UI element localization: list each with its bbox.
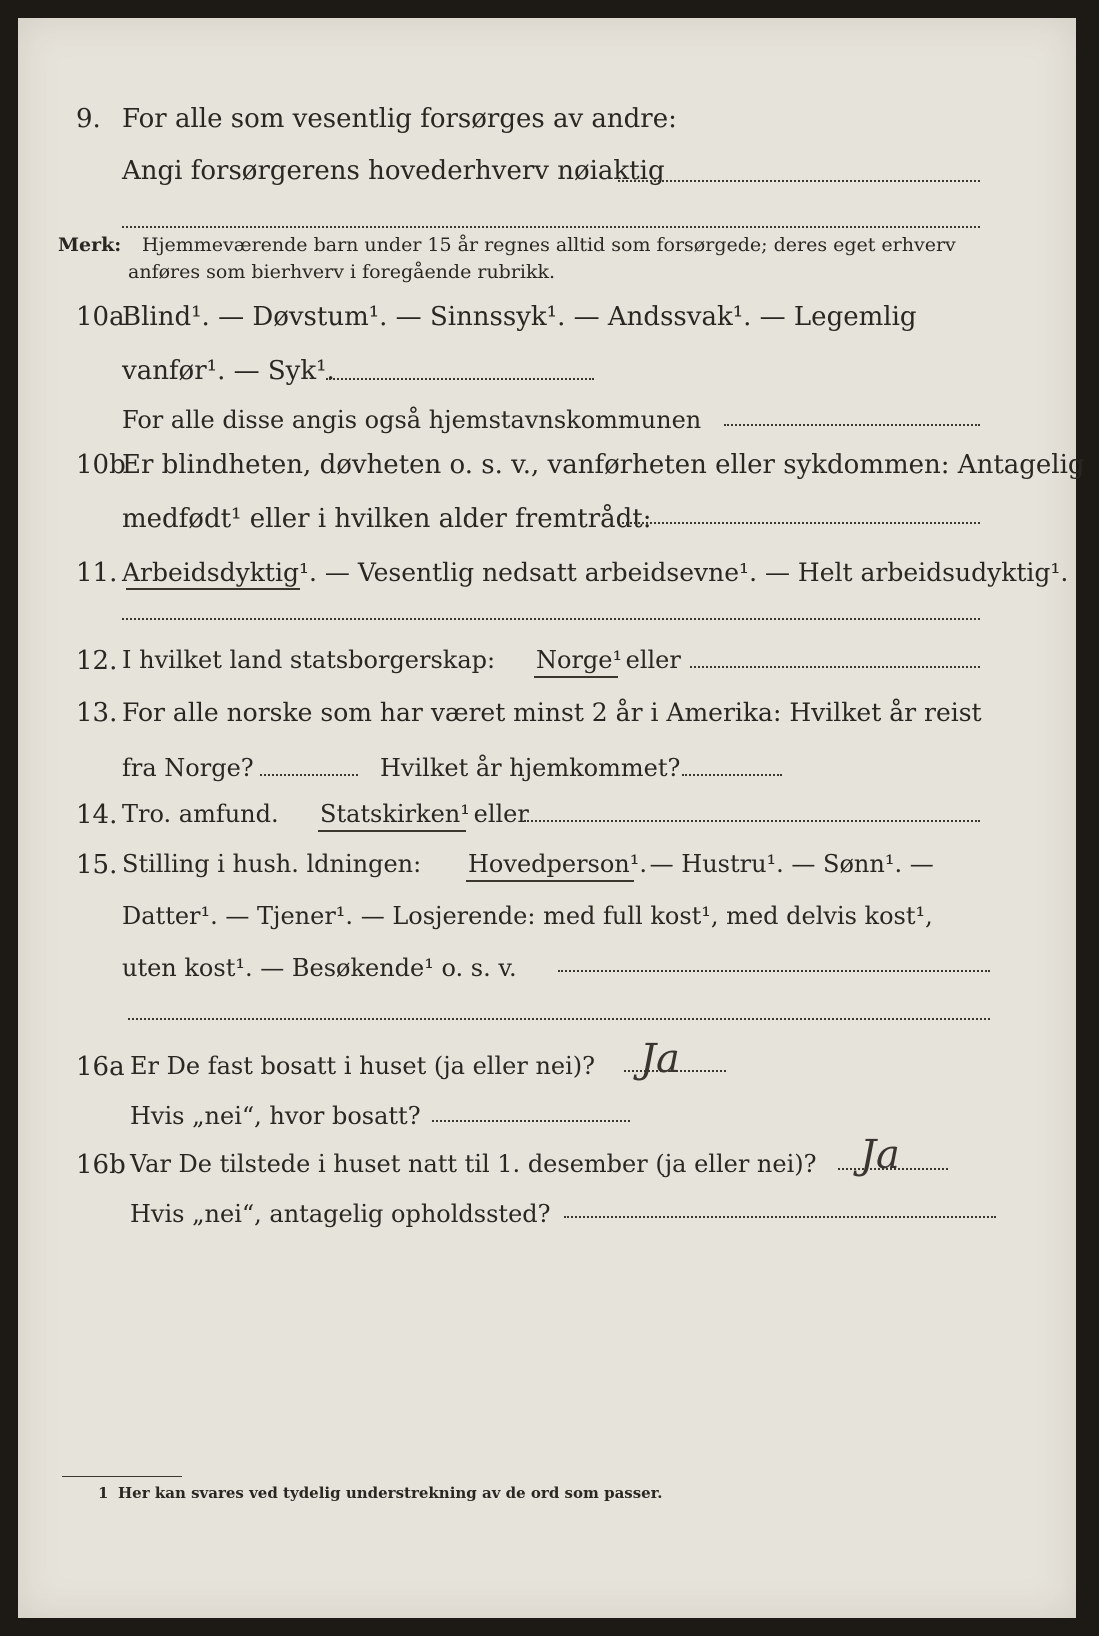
q11-line1: Arbeidsdyktig¹. — Vesentlig nedsatt arbeidsevne¹. — Helt arbeidsudyktig¹. <box>122 558 1069 587</box>
q15-line3: uten kost¹. — Besøkende¹ o. s. v. <box>122 954 517 982</box>
question-number-14: 14. <box>76 800 118 830</box>
q16a-line1: Er De fast bosatt i huset (ja eller nei)? <box>130 1052 596 1080</box>
q13-line1: For alle norske som har været minst 2 år i Amerika: Hvilket år reist <box>122 698 982 727</box>
question-number-10b: 10b <box>76 450 126 480</box>
q12-answer-line[interactable] <box>690 666 980 668</box>
question-number-11: 11. <box>76 558 118 588</box>
question-number-15: 15. <box>76 850 118 880</box>
question-number-12: 12. <box>76 646 118 676</box>
question-number-10a: 10a <box>76 302 125 332</box>
q13-line2-b: Hvilket år hjemkommet? <box>380 754 681 782</box>
q10a-line3: For alle disse angis også hjemstavnskommunen <box>122 406 702 434</box>
footnote-rule <box>62 1476 182 1477</box>
q12-line1-c: eller <box>618 646 681 674</box>
q9-line2: Angi forsørgerens hovederhverv nøiaktig <box>122 156 665 186</box>
q15-answer-line-2[interactable] <box>128 1018 990 1020</box>
q14-answer-statskirken: Statskirken¹ <box>320 800 470 828</box>
q15-answer-hovedperson: Hovedperson¹. <box>468 850 648 878</box>
q15-answer-line[interactable] <box>558 970 990 972</box>
footnote-text: Her kan svares ved tydelig understrekning av de ord som passer. <box>118 1484 663 1502</box>
q15-line2: Datter¹. — Tjener¹. — Losjerende: med full kost¹, med delvis kost¹, <box>122 902 933 930</box>
q11-underline-arbeidsdyktig <box>126 588 300 590</box>
q12-line1-a: I hvilket land statsborgerskap: <box>122 646 503 674</box>
q16b-whereabouts-line[interactable] <box>564 1216 996 1218</box>
q16a-line2: Hvis „nei“, hvor bosatt? <box>130 1102 421 1130</box>
q10b-answer-line[interactable] <box>622 522 980 524</box>
q14-underline-statskirken <box>318 830 466 832</box>
q16b-line2: Hvis „nei“, antagelig opholdssted? <box>130 1200 551 1228</box>
q10a-home-municipality-line[interactable] <box>724 424 980 426</box>
q15-underline-hovedperson <box>466 880 634 882</box>
q9-answer-line-2[interactable] <box>122 226 980 228</box>
q10a-line1: Blind¹. — Døvstum¹. — Sinnssyk¹. — Andssvak¹. — Legemlig <box>122 302 917 332</box>
q13-departure-year-line[interactable] <box>260 774 358 776</box>
q16a-handwritten-answer: Ja <box>640 1036 680 1082</box>
q11-answer-line[interactable] <box>122 618 980 620</box>
question-number-13: 13. <box>76 698 118 728</box>
q10a-answer-line[interactable] <box>326 378 594 380</box>
q14-line1-c: eller <box>466 800 529 828</box>
q10a-line2: vanfør¹. — Syk¹. <box>122 356 335 386</box>
q16a-answer-line[interactable] <box>624 1070 726 1072</box>
question-number-9: 9. <box>76 104 101 134</box>
q16a-residence-line[interactable] <box>432 1120 630 1122</box>
q15-line1-c: — Hustru¹. — Sønn¹. — <box>642 850 934 878</box>
merk-line2: anføres som bierhverv i foregående rubrikk. <box>128 261 556 283</box>
q16b-answer-line[interactable] <box>838 1168 948 1170</box>
q9-line1: For alle som vesentlig forsørges av andre: <box>122 104 677 134</box>
q16b-handwritten-answer: Ja <box>860 1132 900 1178</box>
q9-answer-line[interactable] <box>618 180 980 182</box>
q16b-line1: Var De tilstede i huset natt til 1. desember (ja eller nei)? <box>130 1150 817 1178</box>
q12-answer-norge: Norge¹ <box>536 646 623 674</box>
question-number-16a: 16a <box>76 1052 125 1082</box>
q14-line1-a: Tro. amfund. <box>122 800 287 828</box>
q10b-line1: Er blindheten, døvheten o. s. v., vanførheten eller sykdommen: Antagelig <box>122 450 1085 480</box>
footnote-mark: 1 <box>98 1484 109 1502</box>
q13-return-year-line[interactable] <box>682 774 782 776</box>
q14-answer-line[interactable] <box>524 820 980 822</box>
q12-underline-norge <box>534 676 618 678</box>
question-number-16b: 16b <box>76 1150 126 1180</box>
merk-label: Merk: <box>58 234 122 256</box>
census-form-page <box>18 18 1085 1618</box>
merk-line1: Hjemmeværende barn under 15 år regnes alltid som forsørgede; deres eget erhverv <box>142 234 956 256</box>
q10b-line2: medfødt¹ eller i hvilken alder fremtrådt: <box>122 504 652 534</box>
q15-line1-a: Stilling i hush. ldningen: <box>122 850 429 878</box>
q13-line2-a: fra Norge? <box>122 754 254 782</box>
